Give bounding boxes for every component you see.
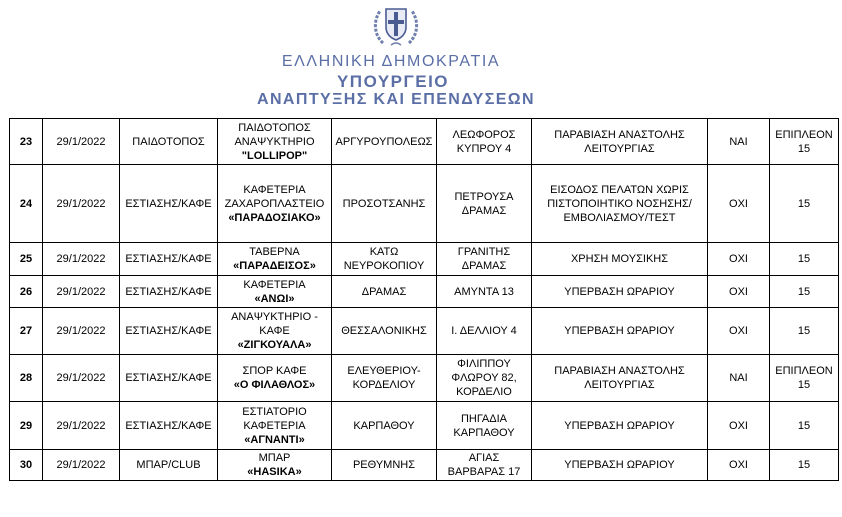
category-cell: ΕΣΤΙΑΣΗΣ/ΚΑΦΕ	[120, 243, 218, 276]
repeat-cell: ΟΧΙ	[708, 243, 770, 276]
violation-cell: ΠΑΡΑΒΙΑΣΗ ΑΝΑΣΤΟΛΗΣ ΛΕΙΤΟΥΡΓΙΑΣ	[532, 119, 708, 165]
table-row	[10, 276, 839, 308]
business-name: «ΑΓΝΑΝΤΙ»	[244, 433, 305, 446]
business-name: "LOLLIPOP"	[241, 149, 308, 162]
business-cell	[218, 276, 332, 308]
table-row	[10, 308, 839, 355]
document-header	[0, 0, 842, 116]
business-type: ΠΑΙΔΟΤΟΠΟΣ ΑΝΑΨΥΚΤΗΡΙΟ	[234, 121, 315, 148]
penalty-cell: ΕΠΙΠΛΕΟΝ 15	[770, 119, 839, 165]
business-name: «ΠΑΡΑΔΟΣΙΑΚΟ»	[228, 211, 321, 224]
business-name: «HASIKA»	[247, 466, 302, 478]
business-type: ΚΑΦΕΤΕΡΙΑ ΖΑΧΑΡΟΠΛΑΣΤΕΙΟ	[224, 183, 325, 210]
address-cell: ΛΕΩΦΟΡΟΣ ΚΥΠΡΟΥ 4	[437, 119, 532, 165]
num-cell: 24	[10, 165, 43, 243]
header-country: ΕΛΛΗΝΙΚΗ ΔΗΜΟΚΡΑΤΙΑ	[281, 53, 501, 70]
address-cell: ΑΜΥΝΤΑ 13	[437, 276, 532, 308]
num-cell: 29	[10, 402, 43, 450]
num-cell: 27	[10, 308, 43, 355]
municipality-cell: ΔΡΑΜΑΣ	[332, 276, 437, 308]
business-type: ΣΠΟΡ ΚΑΦΕ	[242, 365, 307, 377]
violation-cell: ΠΑΡΑΒΙΑΣΗ ΑΝΑΣΤΟΛΗΣ ΛΕΙΤΟΥΡΓΙΑΣ	[532, 355, 708, 402]
business-cell	[218, 450, 332, 481]
municipality-cell: ΠΡΟΣΟΤΣΑΝΗΣ	[332, 165, 437, 243]
municipality-cell: ΘΕΣΣΑΛΟΝΙΚΗΣ	[332, 308, 437, 355]
penalty-cell: 15	[770, 165, 839, 243]
category-cell: ΜΠΑΡ/CLUB	[120, 450, 218, 481]
table-row	[10, 402, 839, 450]
municipality-cell: ΕΛΕΥΘΕΡΙΟΥ-ΚΟΡΔΕΛΙΟΥ	[332, 355, 437, 402]
category-cell: ΕΣΤΙΑΣΗΣ/ΚΑΦΕ	[120, 402, 218, 450]
business-type: ΕΣΤΙΑΤΟΡΙΟ ΚΑΦΕΤΕΡΙΑ	[242, 405, 307, 432]
table-row	[10, 119, 839, 165]
violation-cell: ΥΠΕΡΒΑΣΗ ΩΡΑΡΙΟΥ	[532, 402, 708, 450]
address-cell: ΑΓΙΑΣ ΒΑΡΒΑΡΑΣ 17	[437, 450, 532, 481]
category-cell: ΕΣΤΙΑΣΗΣ/ΚΑΦΕ	[120, 355, 218, 402]
violation-cell: ΧΡΗΣΗ ΜΟΥΣΙΚΗΣ	[532, 243, 708, 276]
date-cell: 29/1/2022	[43, 276, 120, 308]
penalty-cell: 15	[770, 243, 839, 276]
repeat-cell: ΝΑΙ	[708, 119, 770, 165]
num-cell: 28	[10, 355, 43, 402]
address-cell: ΠΕΤΡΟΥΣΑ ΔΡΑΜΑΣ	[437, 165, 532, 243]
address-cell: ΦΙΛΙΠΠΟΥ ΦΛΩΡΟΥ 82, ΚΟΡΔΕΛΙΟ	[437, 355, 532, 402]
header-ministry-name: ΑΝΑΠΤΥΞΗΣ ΚΑΙ ΕΠΕΝΔΥΣΕΩΝ	[257, 91, 535, 108]
category-cell: ΠΑΙΔΟΤΟΠΟΣ	[120, 119, 218, 165]
date-cell: 29/1/2022	[43, 308, 120, 355]
business-cell	[218, 308, 332, 355]
num-cell: 26	[10, 276, 43, 308]
municipality-cell: ΚΑΤΩ ΝΕΥΡΟΚΟΠΙΟΥ	[332, 243, 437, 276]
date-cell: 29/1/2022	[43, 119, 120, 165]
penalty-cell: 15	[770, 276, 839, 308]
table-row	[10, 355, 839, 402]
business-cell	[218, 402, 332, 450]
greek-coat-of-arms-icon	[371, 3, 421, 47]
violation-cell: ΥΠΕΡΒΑΣΗ ΩΡΑΡΙΟΥ	[532, 308, 708, 355]
penalty-cell: 15	[770, 450, 839, 481]
date-cell: 29/1/2022	[43, 402, 120, 450]
violations-table	[9, 118, 839, 481]
category-cell: ΕΣΤΙΑΣΗΣ/ΚΑΦΕ	[120, 276, 218, 308]
category-cell: ΕΣΤΙΑΣΗΣ/ΚΑΦΕ	[120, 308, 218, 355]
business-type: ΑΝΑΨΥΚΤΗΡΙΟ - ΚΑΦΕ	[231, 311, 318, 337]
business-name: «ΑΝΩΙ»	[254, 292, 295, 305]
address-cell: ΓΡΑΝΙΤΗΣ ΔΡΑΜΑΣ	[437, 243, 532, 276]
category-cell: ΕΣΤΙΑΣΗΣ/ΚΑΦΕ	[120, 165, 218, 243]
date-cell: 29/1/2022	[43, 243, 120, 276]
business-name: «Ο ΦΙΛΑΘΛΟΣ»	[233, 379, 316, 391]
business-name: «ΖΙΓΚΟΥΑΛΑ»	[237, 339, 312, 351]
penalty-cell: ΕΠΙΠΛΕΟΝ 15	[770, 355, 839, 402]
repeat-cell: ΟΧΙ	[708, 165, 770, 243]
date-cell: 29/1/2022	[43, 165, 120, 243]
header-ministry-label: ΥΠΟΥΡΓΕΙΟ	[336, 72, 450, 91]
num-cell: 30	[10, 450, 43, 481]
repeat-cell: ΟΧΙ	[708, 402, 770, 450]
business-type: ΜΠΑΡ	[258, 452, 291, 464]
business-cell	[218, 119, 332, 165]
table-row	[10, 165, 839, 243]
municipality-cell: ΑΡΓΥΡΟΥΠΟΛΕΩΣ	[332, 119, 437, 165]
address-cell: ΠΗΓΑΔΙΑ ΚΑΡΠΑΘΟΥ	[437, 402, 532, 450]
table-row	[10, 450, 839, 481]
table-row	[10, 243, 839, 276]
date-cell: 29/1/2022	[43, 450, 120, 481]
business-cell	[218, 243, 332, 276]
date-cell: 29/1/2022	[43, 355, 120, 402]
municipality-cell: ΚΑΡΠΑΘΟΥ	[332, 402, 437, 450]
penalty-cell: 15	[770, 402, 839, 450]
business-name: «ΠΑΡΑΔΕΙΣΟΣ»	[233, 260, 316, 272]
repeat-cell: ΟΧΙ	[708, 276, 770, 308]
repeat-cell: ΟΧΙ	[708, 308, 770, 355]
violation-cell: ΥΠΕΡΒΑΣΗ ΩΡΑΡΙΟΥ	[532, 450, 708, 481]
penalty-cell: 15	[770, 308, 839, 355]
violation-cell: ΕΙΣΟΔΟΣ ΠΕΛΑΤΩΝ ΧΩΡΙΣ ΠΙΣΤΟΠΟΙΗΤΙΚΟ ΝΟΣΗΣΗΣ/ΕΜΒΟΛΙΑΣΜΟΥ/ΤΕΣΤ	[532, 165, 708, 243]
business-type: ΤΑΒΕΡΝΑ	[249, 246, 300, 258]
municipality-cell: ΡΕΘΥΜΝΗΣ	[332, 450, 437, 481]
business-type: ΚΑΦΕΤΕΡΙΑ	[243, 278, 306, 291]
violation-cell: ΥΠΕΡΒΑΣΗ ΩΡΑΡΙΟΥ	[532, 276, 708, 308]
address-cell: Ι. ΔΕΛΛΙΟΥ 4	[437, 308, 532, 355]
num-cell: 23	[10, 119, 43, 165]
num-cell: 25	[10, 243, 43, 276]
repeat-cell: ΝΑΙ	[708, 355, 770, 402]
business-cell	[218, 355, 332, 402]
repeat-cell: ΟΧΙ	[708, 450, 770, 481]
business-cell	[218, 165, 332, 243]
violations-table-body	[10, 119, 839, 481]
